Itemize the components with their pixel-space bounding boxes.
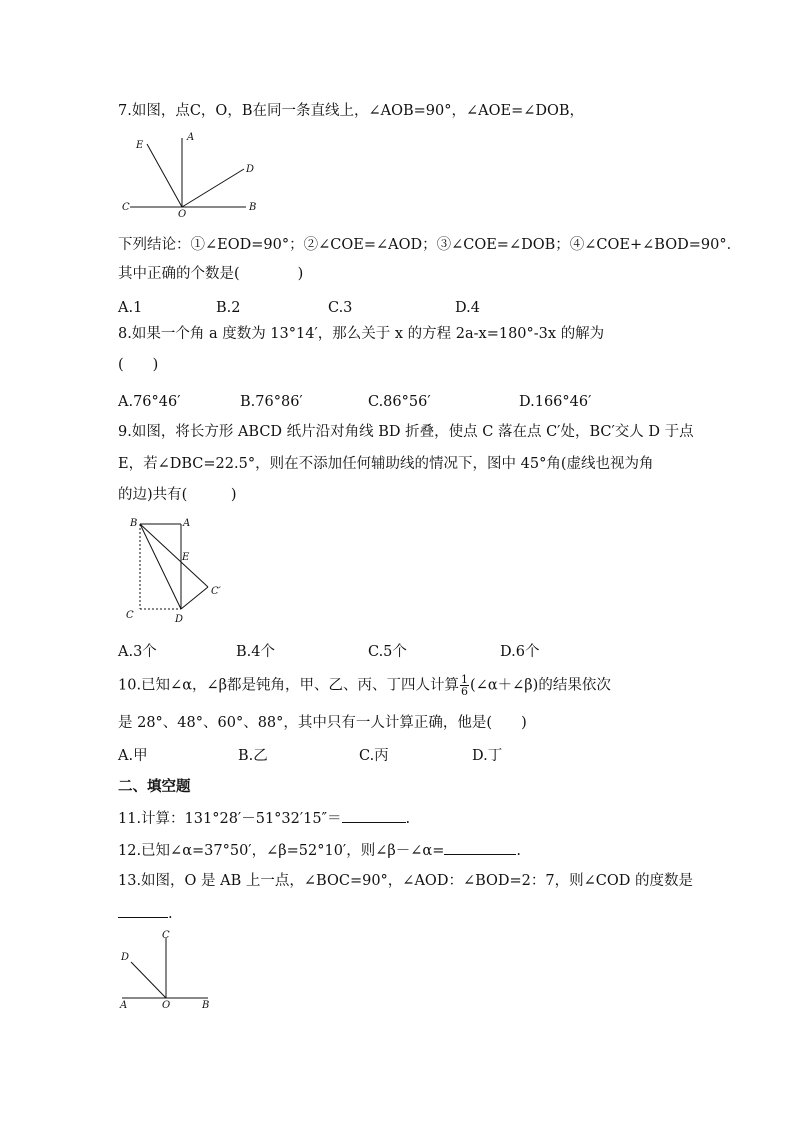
q8-option-c: C.86°56′ — [368, 394, 431, 410]
q13-label-d: D — [121, 952, 130, 963]
q7-figure — [118, 128, 268, 220]
q10-pre: 10.已知∠α，∠β都是钝角，甲、乙、丙、丁四人计算 — [118, 677, 460, 694]
q7-stem: 7.如图，点C，O，B在同一条直线上，∠AOB=90°，∠AOE=∠DOB， — [118, 103, 585, 119]
q13-line-2 — [118, 903, 173, 924]
q7-label-c: C — [122, 202, 130, 213]
q10-option-b: B.乙 — [238, 748, 268, 764]
q12-text: 12.已知∠α=37°50′，∠β=52°10′，则∠β－∠α= — [118, 843, 445, 859]
q9-line-2: E，若∠DBC=22.5°，则在不添加任何辅助线的情况下，图中 45°角(虚线也视为角 — [118, 456, 654, 472]
q7-conclusions: 下列结论：①∠EOD=90°；②∠COE=∠AOD；③∠COE=∠DOB；④∠COE+∠BOD=90°． — [118, 237, 742, 253]
q9-option-b: B.4个 — [236, 644, 275, 660]
q7-label-a: A — [187, 132, 195, 143]
q11-end: . — [405, 811, 411, 827]
q11-text: 11.计算：131°28′－51°32′15″＝ — [118, 811, 342, 827]
q10-fraction — [460, 674, 469, 697]
q7-label-b: B — [249, 202, 257, 213]
q10-option-a: A.甲 — [118, 748, 148, 764]
q10-line-2: 是 28°、48°、60°、88°，其中只有一人计算正确，他是( ) — [118, 715, 527, 731]
q8-option-a: A.76°46′ — [118, 394, 181, 410]
q12-answer-blank[interactable] — [444, 840, 516, 855]
q9-line-3: 的边)共有( ) — [118, 487, 237, 503]
q13-label-a: A — [120, 1000, 128, 1011]
q13-figure — [118, 926, 214, 1012]
q9-line-1: 9.如图，将长方形 ABCD 纸片沿对角线 BD 折叠，使点 C 落在点 C′处，BC′交人 D 于点 — [118, 424, 694, 440]
q12-line — [118, 840, 521, 861]
q9-label-a: A — [183, 518, 191, 529]
q7-label-o: O — [178, 209, 187, 220]
q11-answer-blank[interactable] — [342, 808, 406, 823]
q8-option-b: B.76°86′ — [240, 394, 303, 410]
q10-line-1 — [118, 674, 611, 697]
q7-option-b: B.2 — [216, 300, 241, 316]
q8-paren: ( ) — [118, 357, 159, 373]
q7-option-d: D.4 — [455, 300, 480, 316]
q12-end: . — [516, 843, 521, 859]
q9-option-c: C.5个 — [368, 644, 407, 660]
section-title: 二、填空题 — [118, 779, 191, 795]
q9-label-c-prime: C′ — [211, 586, 221, 597]
q8-stem: 8.如果一个角 a 度数为 13°14′，那么关于 x 的方程 2a-x=180°-3x 的解为 — [118, 326, 605, 342]
q9-option-d: D.6个 — [500, 644, 540, 660]
q13-end: . — [168, 906, 173, 922]
q13-line-1: 13.如图，O 是 AB 上一点，∠BOC=90°，∠AOD：∠BOD=2：7，则∠COD 的度数是 — [118, 873, 693, 889]
q7-question: 其中正确的个数是( ) — [118, 266, 304, 282]
q10-frac-den: 6 — [461, 685, 469, 698]
q13-label-c: C — [162, 930, 170, 941]
q10-option-c: C.丙 — [359, 748, 389, 764]
q9-label-b: B — [130, 518, 138, 529]
q10-post: (∠α＋∠β)的结果依次 — [470, 677, 611, 694]
q9-label-c: C — [126, 610, 134, 621]
q10-frac-num: 1 — [461, 673, 469, 686]
q9-label-d: D — [175, 614, 184, 625]
q7-option-a: A.1 — [118, 300, 143, 316]
q13-answer-blank[interactable] — [118, 903, 168, 918]
q8-option-d: D.166°46′ — [519, 394, 592, 410]
q9-figure — [118, 512, 230, 628]
q7-label-e: E — [136, 140, 144, 151]
q7-label-d: D — [246, 164, 255, 175]
q13-label-b: B — [202, 1000, 210, 1011]
q9-label-e: E — [182, 552, 190, 563]
q9-option-a: A.3个 — [118, 644, 157, 660]
q10-option-d: D.丁 — [472, 748, 503, 764]
q7-option-c: C.3 — [328, 300, 353, 316]
q13-label-o: O — [162, 1000, 171, 1011]
q11-line — [118, 808, 410, 829]
